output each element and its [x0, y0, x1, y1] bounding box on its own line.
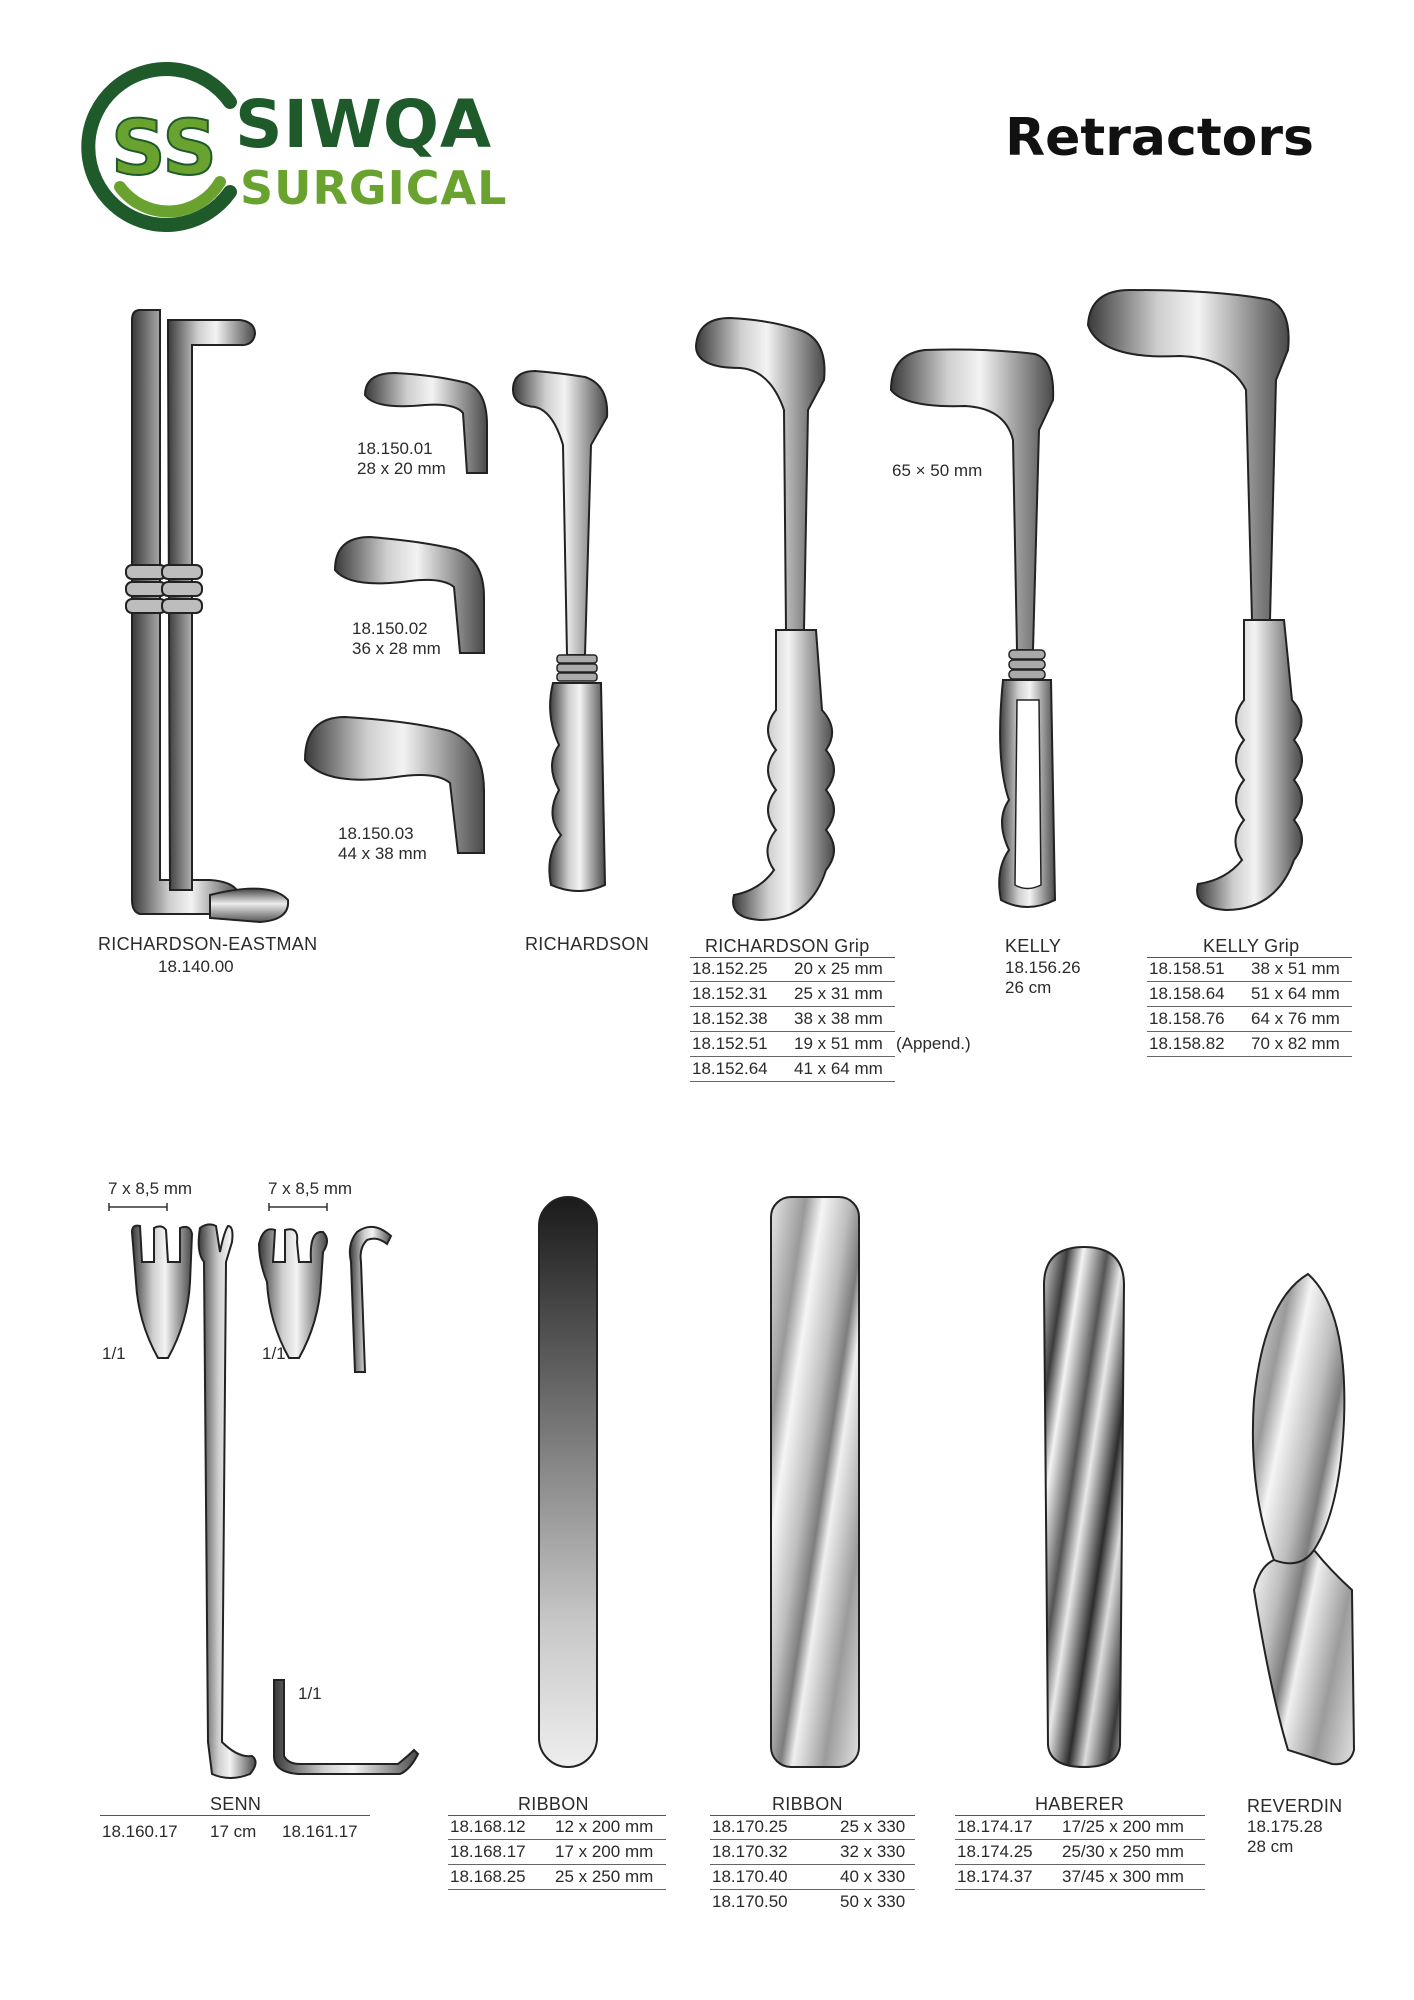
senn-name: SENN: [210, 1794, 262, 1814]
table-row: 18.168.25 25 x 250 mm: [448, 1865, 666, 1890]
table-row: 18.174.37 37/45 x 300 mm: [955, 1865, 1205, 1890]
senn-length: 17 cm: [210, 1822, 257, 1841]
richardson-eastman-code: 18.140.00: [158, 957, 234, 976]
senn-scale-b: 1/1: [262, 1344, 286, 1363]
ribbon-1-illustration: [535, 1195, 605, 1770]
table-row: 18.168.12 12 x 200 mm: [448, 1815, 666, 1840]
senn-sharp-teeth-illustration: [255, 1222, 335, 1362]
senn-scale-c: 1/1: [298, 1684, 322, 1703]
richardson-grip-illustration: [690, 310, 880, 930]
kelly-illustration: [885, 340, 1075, 920]
table-row: 18.170.50 50 x 330: [712, 1892, 906, 1911]
blade-3-code: 18.150.03: [338, 824, 414, 843]
richardson-grip-table: [690, 957, 971, 1082]
logo-monogram: SS: [110, 103, 218, 192]
table-row: 18.158.51 38 x 51 mm: [1147, 957, 1352, 982]
table-row: 18.152.64 41 x 64 mm: [690, 1057, 895, 1082]
table-row: 18.158.76 64 x 76 mm: [1147, 1007, 1352, 1032]
reverdin-illustration: [1240, 1270, 1360, 1770]
ribbon-1-table: [448, 1815, 666, 1890]
table-row: 18.174.17 17/25 x 200 mm: [955, 1815, 1205, 1840]
kelly-length: 26 cm: [1005, 978, 1052, 997]
haberer-name: HABERER: [1035, 1794, 1125, 1814]
richardson-eastman-name: RICHARDSON-EASTMAN: [98, 934, 318, 954]
senn-tooth-size-right: 7 x 8,5 mm: [268, 1179, 353, 1198]
dimension-marker: [268, 1203, 328, 1211]
table-row: 18.170.32 32 x 330: [710, 1840, 915, 1865]
table-row: 18.168.17 17 x 200 mm: [448, 1840, 666, 1865]
kelly-grip-illustration: [1080, 280, 1310, 930]
brand-name-line1: SIWQA: [235, 86, 493, 163]
table-row: 18.158.64 51 x 64 mm: [1147, 982, 1352, 1007]
blade-2-size: 36 x 28 mm: [352, 639, 441, 658]
page-title: Retractors: [1005, 108, 1314, 168]
table-row: 18.152.51 19 x 51 mm (Append.): [690, 1032, 895, 1057]
blade-1-size: 28 x 20 mm: [357, 459, 446, 478]
ribbon-1-name: RIBBON: [518, 1794, 589, 1814]
table-row: 18.170.25 25 x 330: [710, 1815, 915, 1840]
kelly-grip-name: KELLY Grip: [1203, 936, 1300, 956]
kelly-code: 18.156.26: [1005, 958, 1081, 977]
blade-3-size: 44 x 38 mm: [338, 844, 427, 863]
brand-logo: [80, 62, 510, 232]
table-row: 18.152.31 25 x 31 mm: [690, 982, 895, 1007]
blade-1-code: 18.150.01: [357, 439, 433, 458]
haberer-table: [955, 1815, 1205, 1890]
richardson-name: RICHARDSON: [525, 934, 650, 954]
dimension-marker: [108, 1203, 168, 1211]
richardson-illustration: [505, 365, 635, 905]
reverdin-length: 28 cm: [1247, 1837, 1294, 1856]
senn-blunt-teeth-illustration: [128, 1222, 198, 1362]
brand-name-line2: SURGICAL: [240, 161, 508, 215]
table-row: 18.174.25 25/30 x 250 mm: [955, 1840, 1205, 1865]
reverdin-code: 18.175.28: [1247, 1817, 1323, 1836]
senn-code-b: 18.161.17: [282, 1822, 358, 1841]
senn-end-illustration: [268, 1680, 418, 1780]
reverdin-name: REVERDIN: [1247, 1796, 1343, 1816]
table-row: 18.152.38 38 x 38 mm: [690, 1007, 895, 1032]
kelly-blade-size: 65 × 50 mm: [892, 461, 983, 480]
ribbon-2-name: RIBBON: [772, 1794, 843, 1814]
kelly-name: KELLY: [1005, 936, 1062, 956]
ribbon-2-illustration: [767, 1195, 867, 1770]
haberer-illustration: [1040, 1245, 1130, 1770]
kelly-grip-table: [1147, 957, 1352, 1057]
senn-scale-a: 1/1: [102, 1344, 126, 1363]
senn-tooth-size-left: 7 x 8,5 mm: [108, 1179, 193, 1198]
senn-code-a: 18.160.17: [102, 1822, 178, 1841]
blade-2-code: 18.150.02: [352, 619, 428, 638]
siwqa-logo-icon: [80, 62, 250, 232]
richardson-grip-name: RICHARDSON Grip: [705, 936, 870, 956]
table-row: 18.152.25 20 x 25 mm: [690, 957, 895, 982]
richardson-eastman-illustration: [120, 300, 300, 920]
table-row: 18.170.40 40 x 330: [710, 1865, 915, 1890]
senn-hook-illustration: [345, 1222, 405, 1382]
ribbon-2-table: [710, 1815, 915, 1915]
table-row: 18.158.82 70 x 82 mm: [1147, 1032, 1352, 1057]
